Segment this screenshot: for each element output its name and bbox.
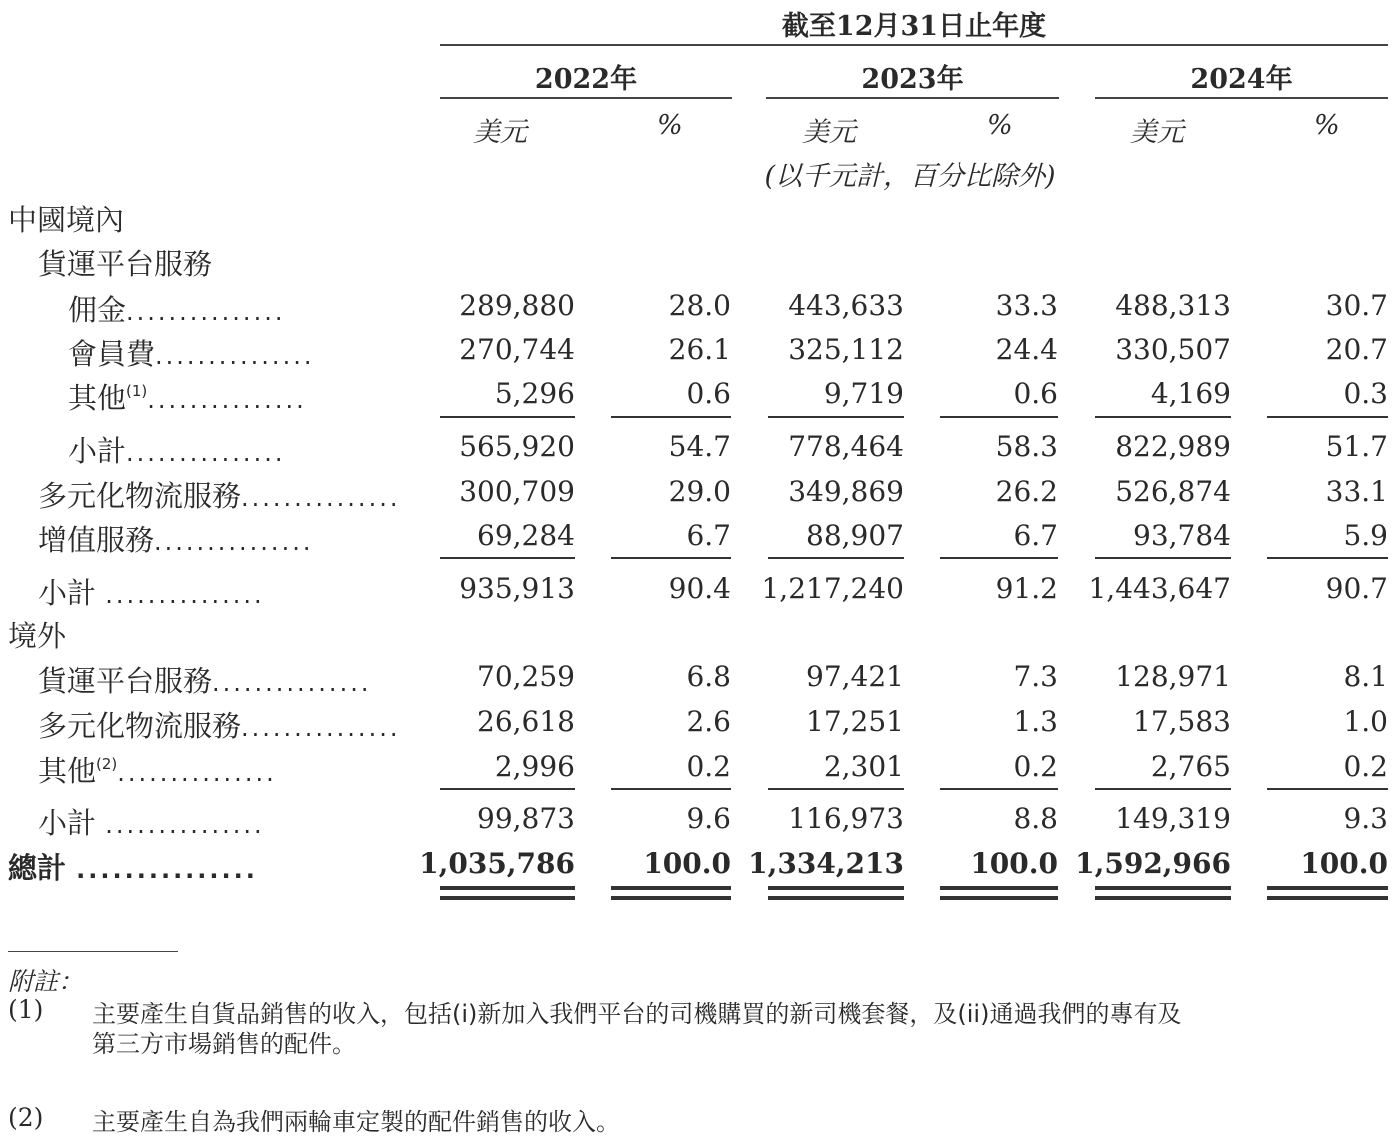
rule-above-subtotal-3-2022-usd — [440, 788, 575, 790]
cell-row3-2024-usd: 330,507 — [1115, 333, 1231, 366]
cell-row3-2023-usd: 325,112 — [788, 333, 904, 366]
unit-note: (以千元計，百分比除外) — [764, 161, 1056, 192]
cell-row10-2024-pct: 8.1 — [1343, 660, 1388, 693]
footnote-2-line1: 主要產生自為我們兩輪車定製的配件銷售的收入。 — [92, 1108, 620, 1136]
cell-row4-2023-pct: 0.6 — [1013, 377, 1058, 410]
period-underline — [440, 44, 1388, 46]
cell-row7-2024-pct: 5.9 — [1343, 519, 1388, 552]
year-2022-underline — [440, 97, 732, 99]
footnote-heading: 附註： — [8, 967, 84, 996]
cell-row2-2023-usd: 443,633 — [788, 289, 904, 322]
total-double-rule-top-2022-usd — [440, 886, 575, 890]
footnote-1-line1: 主要產生自貨品銷售的收入，包括(i)新加入我們平台的司機購買的新司機套餐，及(ii)通過我們的專有及 — [92, 1000, 1182, 1028]
year-2023-underline — [766, 97, 1059, 99]
row-label-subtotal-2: 小計 ............... — [38, 576, 265, 610]
cell-row6-2024-usd: 526,874 — [1115, 475, 1231, 508]
year-2024-underline — [1095, 97, 1388, 99]
row-label-domestic: 中國境內 — [8, 203, 125, 237]
cell-row14-2024-pct: 100.0 — [1300, 847, 1388, 880]
unit-currency-2023: 美元 — [802, 117, 856, 148]
total-double-rule-top-2024-usd — [1095, 886, 1231, 890]
rule-above-subtotal-1-2023-pct — [940, 416, 1058, 418]
cell-row5-2022-pct: 54.7 — [668, 430, 731, 463]
rule-above-subtotal-3-2024-usd — [1095, 788, 1231, 790]
footnote-2-mark: (2) — [8, 1103, 44, 1132]
row-label-diversified-logistics: 多元化物流服務............... — [38, 479, 401, 513]
cell-row14-2023-usd: 1,334,213 — [748, 847, 904, 880]
row-label-freight-platform: 貨運平台服務 — [38, 247, 213, 281]
cell-row11-2024-usd: 17,583 — [1133, 705, 1231, 738]
cell-row4-2022-usd: 5,296 — [494, 377, 575, 410]
rule-above-subtotal-1-2024-pct — [1267, 416, 1388, 418]
cell-row8-2024-pct: 90.7 — [1325, 572, 1388, 605]
cell-row4-2024-pct: 0.3 — [1343, 377, 1388, 410]
unit-currency-2022: 美元 — [473, 117, 527, 148]
cell-row10-2023-pct: 7.3 — [1013, 660, 1058, 693]
total-double-rule-bottom-2024-usd — [1095, 896, 1231, 900]
cell-row11-2023-usd: 17,251 — [806, 705, 904, 738]
cell-row7-2023-pct: 6.7 — [1013, 519, 1058, 552]
total-double-rule-top-2024-pct — [1267, 886, 1388, 890]
cell-row6-2023-pct: 26.2 — [995, 475, 1058, 508]
cell-row10-2022-usd: 70,259 — [477, 660, 575, 693]
cell-row14-2022-pct: 100.0 — [643, 847, 731, 880]
row-label-subtotal-3: 小計 ............... — [38, 806, 265, 840]
footnote-1-line2: 第三方市場銷售的配件。 — [92, 1030, 356, 1058]
cell-row7-2024-usd: 93,784 — [1133, 519, 1231, 552]
cell-row13-2022-usd: 99,873 — [477, 802, 575, 835]
cell-row13-2024-usd: 149,319 — [1115, 802, 1231, 835]
rule-above-subtotal-2-2023-usd — [768, 557, 904, 559]
cell-row13-2022-pct: 9.6 — [686, 802, 731, 835]
rule-above-subtotal-3-2023-usd — [768, 788, 904, 790]
cell-row7-2022-pct: 6.7 — [686, 519, 731, 552]
cell-row12-2024-pct: 0.2 — [1343, 750, 1388, 783]
unit-currency-2024: 美元 — [1130, 117, 1184, 148]
cell-row10-2022-pct: 6.8 — [686, 660, 731, 693]
cell-row3-2024-pct: 20.7 — [1325, 333, 1388, 366]
row-label-value-added: 增值服務............... — [38, 523, 314, 557]
cell-row11-2022-pct: 2.6 — [686, 705, 731, 738]
cell-row14-2024-usd: 1,592,966 — [1075, 847, 1231, 880]
footnote-separator — [8, 951, 178, 952]
rule-above-subtotal-3-2023-pct — [940, 788, 1058, 790]
year-2024: 2024年 — [1190, 64, 1293, 95]
row-label-overseas-freight: 貨運平台服務............... — [38, 664, 372, 698]
cell-row4-2023-usd: 9,719 — [823, 377, 904, 410]
unit-percent-2022: % — [657, 110, 683, 141]
cell-row13-2024-pct: 9.3 — [1343, 802, 1388, 835]
row-label-subtotal-1: 小計............... — [68, 434, 286, 468]
total-double-rule-top-2023-usd — [768, 886, 904, 890]
cell-row2-2022-pct: 28.0 — [668, 289, 731, 322]
cell-row11-2023-pct: 1.3 — [1013, 705, 1058, 738]
cell-row8-2024-usd: 1,443,647 — [1088, 572, 1231, 605]
rule-above-subtotal-3-2024-pct — [1267, 788, 1388, 790]
rule-above-subtotal-2-2022-usd — [440, 557, 575, 559]
unit-percent-2023: % — [987, 110, 1013, 141]
cell-row6-2024-pct: 33.1 — [1325, 475, 1388, 508]
total-double-rule-bottom-2022-pct — [611, 896, 731, 900]
cell-row8-2022-usd: 935,913 — [459, 572, 575, 605]
row-label-total: 總計 ............... — [8, 851, 258, 885]
cell-row2-2022-usd: 289,880 — [459, 289, 575, 322]
cell-row6-2022-usd: 300,709 — [459, 475, 575, 508]
cell-row5-2022-usd: 565,920 — [459, 430, 575, 463]
rule-above-subtotal-1-2023-usd — [768, 416, 904, 418]
row-label-others-2: 其他$^{(2)}$............... — [38, 754, 277, 788]
cell-row6-2023-usd: 349,869 — [788, 475, 904, 508]
cell-row3-2023-pct: 24.4 — [995, 333, 1058, 366]
cell-row12-2023-usd: 2,301 — [823, 750, 904, 783]
row-label-commission: 佣金............... — [68, 293, 286, 327]
cell-row4-2022-pct: 0.6 — [686, 377, 731, 410]
rule-above-subtotal-1-2022-pct — [611, 416, 731, 418]
cell-row7-2022-usd: 69,284 — [477, 519, 575, 552]
cell-row3-2022-pct: 26.1 — [668, 333, 731, 366]
cell-row8-2023-usd: 1,217,240 — [761, 572, 904, 605]
total-double-rule-bottom-2023-usd — [768, 896, 904, 900]
cell-row12-2023-pct: 0.2 — [1013, 750, 1058, 783]
rule-above-subtotal-1-2024-usd — [1095, 416, 1231, 418]
cell-row14-2023-pct: 100.0 — [970, 847, 1058, 880]
footnote-1-mark: (1) — [8, 995, 44, 1024]
unit-percent-2024: % — [1314, 110, 1340, 141]
cell-row5-2023-pct: 58.3 — [995, 430, 1058, 463]
row-label-membership: 會員費............... — [68, 337, 315, 371]
cell-row11-2024-pct: 1.0 — [1343, 705, 1388, 738]
rule-above-subtotal-2-2024-usd — [1095, 557, 1231, 559]
cell-row7-2023-usd: 88,907 — [806, 519, 904, 552]
cell-row8-2022-pct: 90.4 — [668, 572, 731, 605]
total-double-rule-bottom-2024-pct — [1267, 896, 1388, 900]
cell-row12-2024-usd: 2,765 — [1150, 750, 1231, 783]
cell-row2-2024-usd: 488,313 — [1115, 289, 1231, 322]
total-double-rule-bottom-2023-pct — [940, 896, 1058, 900]
rule-above-subtotal-2-2023-pct — [940, 557, 1058, 559]
cell-row2-2024-pct: 30.7 — [1325, 289, 1388, 322]
cell-row6-2022-pct: 29.0 — [668, 475, 731, 508]
period-heading: 截至12月31日止年度 — [781, 11, 1047, 42]
cell-row12-2022-usd: 2,996 — [494, 750, 575, 783]
year-2022: 2022年 — [534, 64, 638, 95]
total-double-rule-top-2023-pct — [940, 886, 1058, 890]
row-label-others-1: 其他$^{(1)}$............... — [68, 381, 307, 415]
cell-row8-2023-pct: 91.2 — [995, 572, 1058, 605]
cell-row11-2022-usd: 26,618 — [477, 705, 575, 738]
cell-row4-2024-usd: 4,169 — [1150, 377, 1231, 410]
rule-above-subtotal-3-2022-pct — [611, 788, 731, 790]
rule-above-subtotal-1-2022-usd — [440, 416, 575, 418]
cell-row5-2024-pct: 51.7 — [1325, 430, 1388, 463]
rule-above-subtotal-2-2022-pct — [611, 557, 731, 559]
cell-row13-2023-usd: 116,973 — [788, 802, 904, 835]
rule-above-subtotal-2-2024-pct — [1267, 557, 1388, 559]
row-label-overseas: 境外 — [8, 619, 67, 653]
cell-row10-2023-usd: 97,421 — [806, 660, 904, 693]
cell-row14-2022-usd: 1,035,786 — [419, 847, 575, 880]
cell-row2-2023-pct: 33.3 — [995, 289, 1058, 322]
cell-row12-2022-pct: 0.2 — [686, 750, 731, 783]
cell-row5-2023-usd: 778,464 — [788, 430, 904, 463]
year-2023: 2023年 — [861, 64, 964, 95]
total-double-rule-top-2022-pct — [611, 886, 731, 890]
cell-row5-2024-usd: 822,989 — [1115, 430, 1231, 463]
row-label-overseas-logistics: 多元化物流服務............... — [38, 709, 401, 743]
cell-row13-2023-pct: 8.8 — [1013, 802, 1058, 835]
total-double-rule-bottom-2022-usd — [440, 896, 575, 900]
cell-row3-2022-usd: 270,744 — [459, 333, 575, 366]
cell-row10-2024-usd: 128,971 — [1115, 660, 1231, 693]
